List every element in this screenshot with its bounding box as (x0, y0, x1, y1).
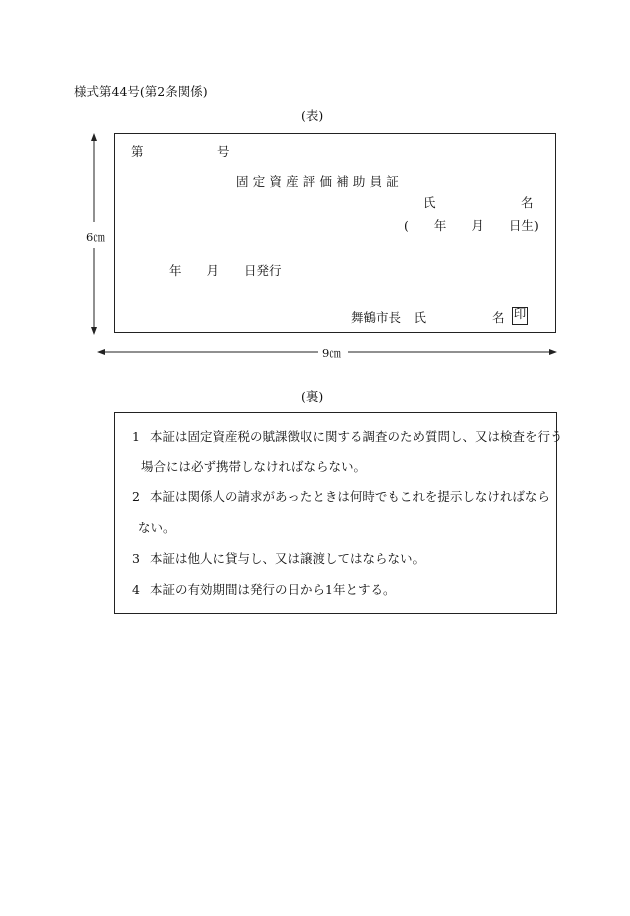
seal-stamp: 印 (512, 307, 528, 325)
back-item-number: 4 (132, 582, 140, 597)
back-item-1-line1 (132, 431, 563, 444)
card-number-prefix: 第 (131, 144, 144, 159)
holder-name-given-label: 名 (521, 195, 534, 210)
back-item-3 (132, 553, 425, 566)
back-item-2-line2: ない。 (138, 520, 176, 535)
back-item-text: 本証は他人に貸与し、又は譲渡してはならない。 (150, 551, 426, 566)
birth-date-line: ( 年 月 日生) (404, 218, 539, 233)
back-card (114, 412, 563, 614)
card-title: 固定資産評価補助員証 (236, 174, 404, 189)
form-title: 様式第44号(第2条関係) (74, 84, 208, 99)
back-item-number: 3 (132, 551, 140, 566)
back-item-text: 本証は固定資産税の賦課徴収に関する調査のため質問し、又は検査を行う (150, 429, 563, 444)
width-label: 9㎝ (322, 346, 341, 360)
back-item-4 (132, 584, 395, 597)
back-item-text: 本証は関係人の請求があったときは何時でもこれを提示しなければなら (150, 489, 550, 504)
mayor-name-suffix: 名 (492, 310, 505, 325)
width-arrow-left-head (97, 349, 105, 355)
width-arrow-right-head (549, 349, 557, 355)
mayor-signature-line: 舞鶴市長 氏 (351, 310, 427, 325)
card-number-suffix: 号 (217, 144, 230, 159)
height-arrow-bottom-head (91, 327, 97, 335)
back-item-2-line1 (132, 491, 550, 504)
height-arrow-top-head (91, 133, 97, 141)
issue-date-line: 年 月 日発行 (169, 263, 282, 278)
height-label: 6㎝ (86, 230, 105, 244)
holder-name-surname-label: 氏 (423, 195, 436, 210)
back-item-text: 本証の有効期間は発行の日から1年とする。 (150, 582, 396, 597)
front-card (114, 133, 556, 333)
back-item-1-line2: 場合には必ず携帯しなければならない。 (141, 459, 367, 474)
back-item-number: 1 (132, 429, 140, 444)
front-heading: (表) (301, 108, 324, 123)
back-item-number: 2 (132, 489, 140, 504)
back-heading: (裏) (301, 389, 324, 404)
